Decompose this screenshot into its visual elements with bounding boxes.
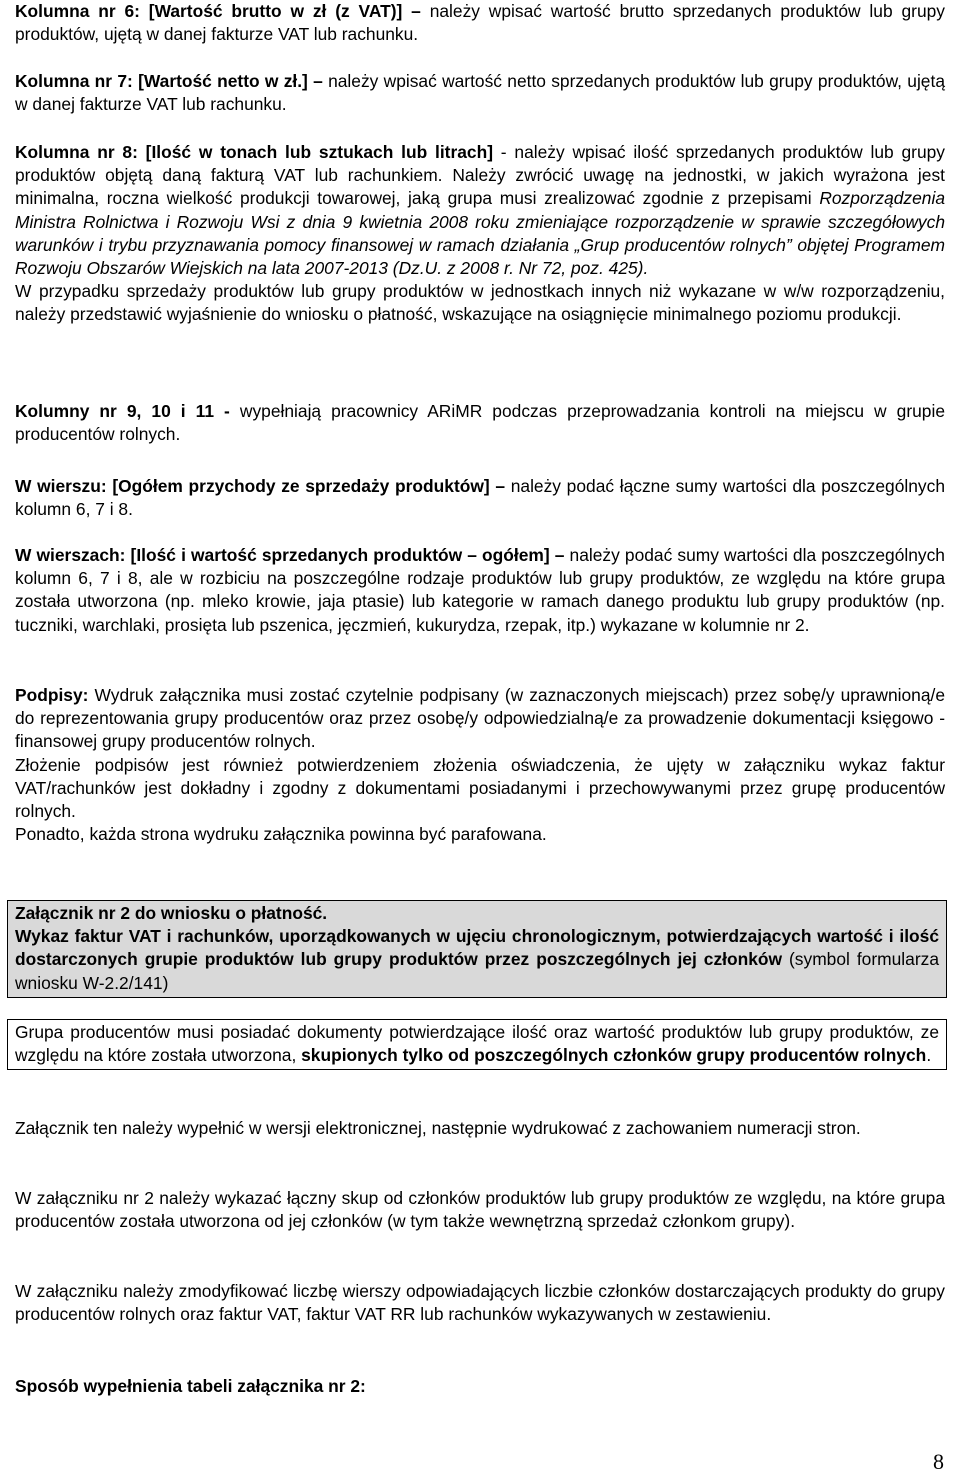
annex-bold: Wykaz faktur VAT i rachunków, uporządkowanych w ujęciu chronologicznym, potwierdzających wartość i ilość dostarczonych grupie produktów lub grupy produktów przez poszczególnych jej członków [15,926,939,970]
info-bold: skupionych tylko od poszczególnych członków grupy producentów rolnych [301,1045,927,1066]
col8-text: - należy wpisać ilość sprzedanych produktów lub grupy produktów objętą daną fakturą VAT lub rachunkiem. Należy zwrócić uwagę na jednostki, w jakich wyrażona jest minimalna, roczna wielkość produkcji towarowej, jaką grupa musi zrealizować zgodnie z przepisami [15,142,945,209]
col6-paragraph [15,0,945,46]
modify-rows-paragraph: W załączniku należy zmodyfikować liczbę wierszy odpowiadających liczbie członków dostarczających produkty do grupy producentów rolnych oraz faktur VAT, faktur VAT RR lub rachunków wykazywanych w zestawieniu. [15,1281,945,1325]
annex-description [15,925,939,995]
col6-heading: Kolumna nr 6: [Wartość brutto w zł (z VAT)] – [15,1,421,21]
rows-heading: W wierszach: [Ilość i wartość sprzedanych produktów – ogółem] – [15,545,565,565]
rows-paragraph [15,544,945,637]
col9-11-text: wypełniają pracownicy ARiMR podczas przeprowadzania kontroli na miejscu w grupie producentów rolnych. [15,401,945,445]
rows-text: należy podać sumy wartości dla poszczególnych kolumn 6, 7 i 8, ale w rozbiciu na poszczególne rodzaje produktów lub grupy produktów, ze względu na które grupa została utworzona (np. mleko krowie, jaja ptasie) lub kategorie w ramach danego produktu lub grupy produktów (np. tuczniki, warchlaki, prosięta lub pszenica, jęczmień, kukurydza, rzepak, itp.) wykazane w kolumnie nr 2. [15,545,945,635]
col9-11-paragraph [15,400,945,446]
info-text: Grupa producentów musi posiadać dokumenty potwierdzające ilość oraz wartość produktów lub grupy produktów, ze względu na które została utworzona, [15,1022,939,1066]
signatures-text: Wydruk załącznika musi zostać czytelnie podpisany (w zaznaczonych miejscach) przez sobę/y uprawnioną/e do reprezentowania grupy producentów oraz przez osobę/y odpowiedzialną/e za prowadzenie dokumentacji księgowo -finansowej grupy producentów rolnych. [15,685,945,752]
annex-title: Załącznik nr 2 do wniosku o płatność. [15,903,328,923]
col7-heading: Kolumna nr 7: [Wartość netto w zł.] – [15,71,323,91]
signatures-paragraph [15,684,945,846]
col8-regulation: Rozporządzenia Ministra Rolnictwa i Rozwoju Wsi z dnia 9 kwietnia 2008 roku zmieniające rozporządzenie w sprawie szczegółowych warunków i trybu przyznawania pomocy finansowej w ramach działania „Grup producentów rolnych” objętej Programem Rozwoju Obszarów Wiejskich na lata 2007-2013 (Dz.U. z 2008 r. Nr 72, poz. 425). [15,188,945,279]
total-row-text: należy podać łączne sumy wartości dla poszczególnych kolumn 6, 7 i 8. [15,476,945,520]
annex-symbol: (symbol formularza wniosku W-2.2/141) [15,949,939,993]
col8-heading: Kolumna nr 8: [Ilość w tonach lub sztukach lub litrach] [15,142,493,162]
info-box [7,1019,947,1070]
col8-text-2: W przypadku sprzedaży produktów lub grupy produktów w jednostkach innych niż wykazane w w/w rozporządzeniu, należy przedstawić wyjaśnienie do wniosku o płatność, wskazujące na osiągnięcie minimalnego poziomu produkcji. [15,281,945,325]
page-number: 8 [933,1449,944,1474]
electronic-paragraph: Załącznik ten należy wypełnić w wersji elektronicznej, następnie wydrukować z zachowaniem numeracji stron. [15,1118,861,1138]
total-purchase-paragraph: W załączniku nr 2 należy wykazać łączny skup od członków produktów lub grupy produktów ze względu, na które grupa producentów została utworzona od jej członków (w tym także wewnętrzną sprzedaż członkom grupy). [15,1188,945,1232]
signatures-heading: Podpisy: [15,685,89,705]
total-row-paragraph [15,475,945,521]
annex-box [7,900,947,998]
total-row-heading: W wierszu: [Ogółem przychody ze sprzedaży produktów] – [15,476,506,496]
info-end: . [926,1045,932,1066]
signatures-text-3: Ponadto, każda strona wydruku załącznika powinna być parafowana. [15,824,547,845]
table-instructions-heading: Sposób wypełnienia tabeli załącznika nr 2: [15,1376,366,1396]
col7-text: należy wpisać wartość netto sprzedanych produktów lub grupy produktów, ujętą w danej fakturze VAT lub rachunku. [15,71,945,115]
col9-11-heading: Kolumny nr 9, 10 i 11 - [15,401,230,421]
signatures-text-2: Złożenie podpisów jest również potwierdzeniem złożenia oświadczenia, że ujęty w załączniku wykaz faktur VAT/rachunków jest dokładny i zgodny z dokumentami posiadanymi i przechowywanymi przez grupę producentów rolnych. [15,754,945,822]
col7-paragraph [15,70,945,116]
col8-paragraph [15,141,945,327]
col6-text: należy wpisać wartość brutto sprzedanych produktów lub grupy produktów, ujętą w danej fakturze VAT lub rachunku. [15,1,945,45]
